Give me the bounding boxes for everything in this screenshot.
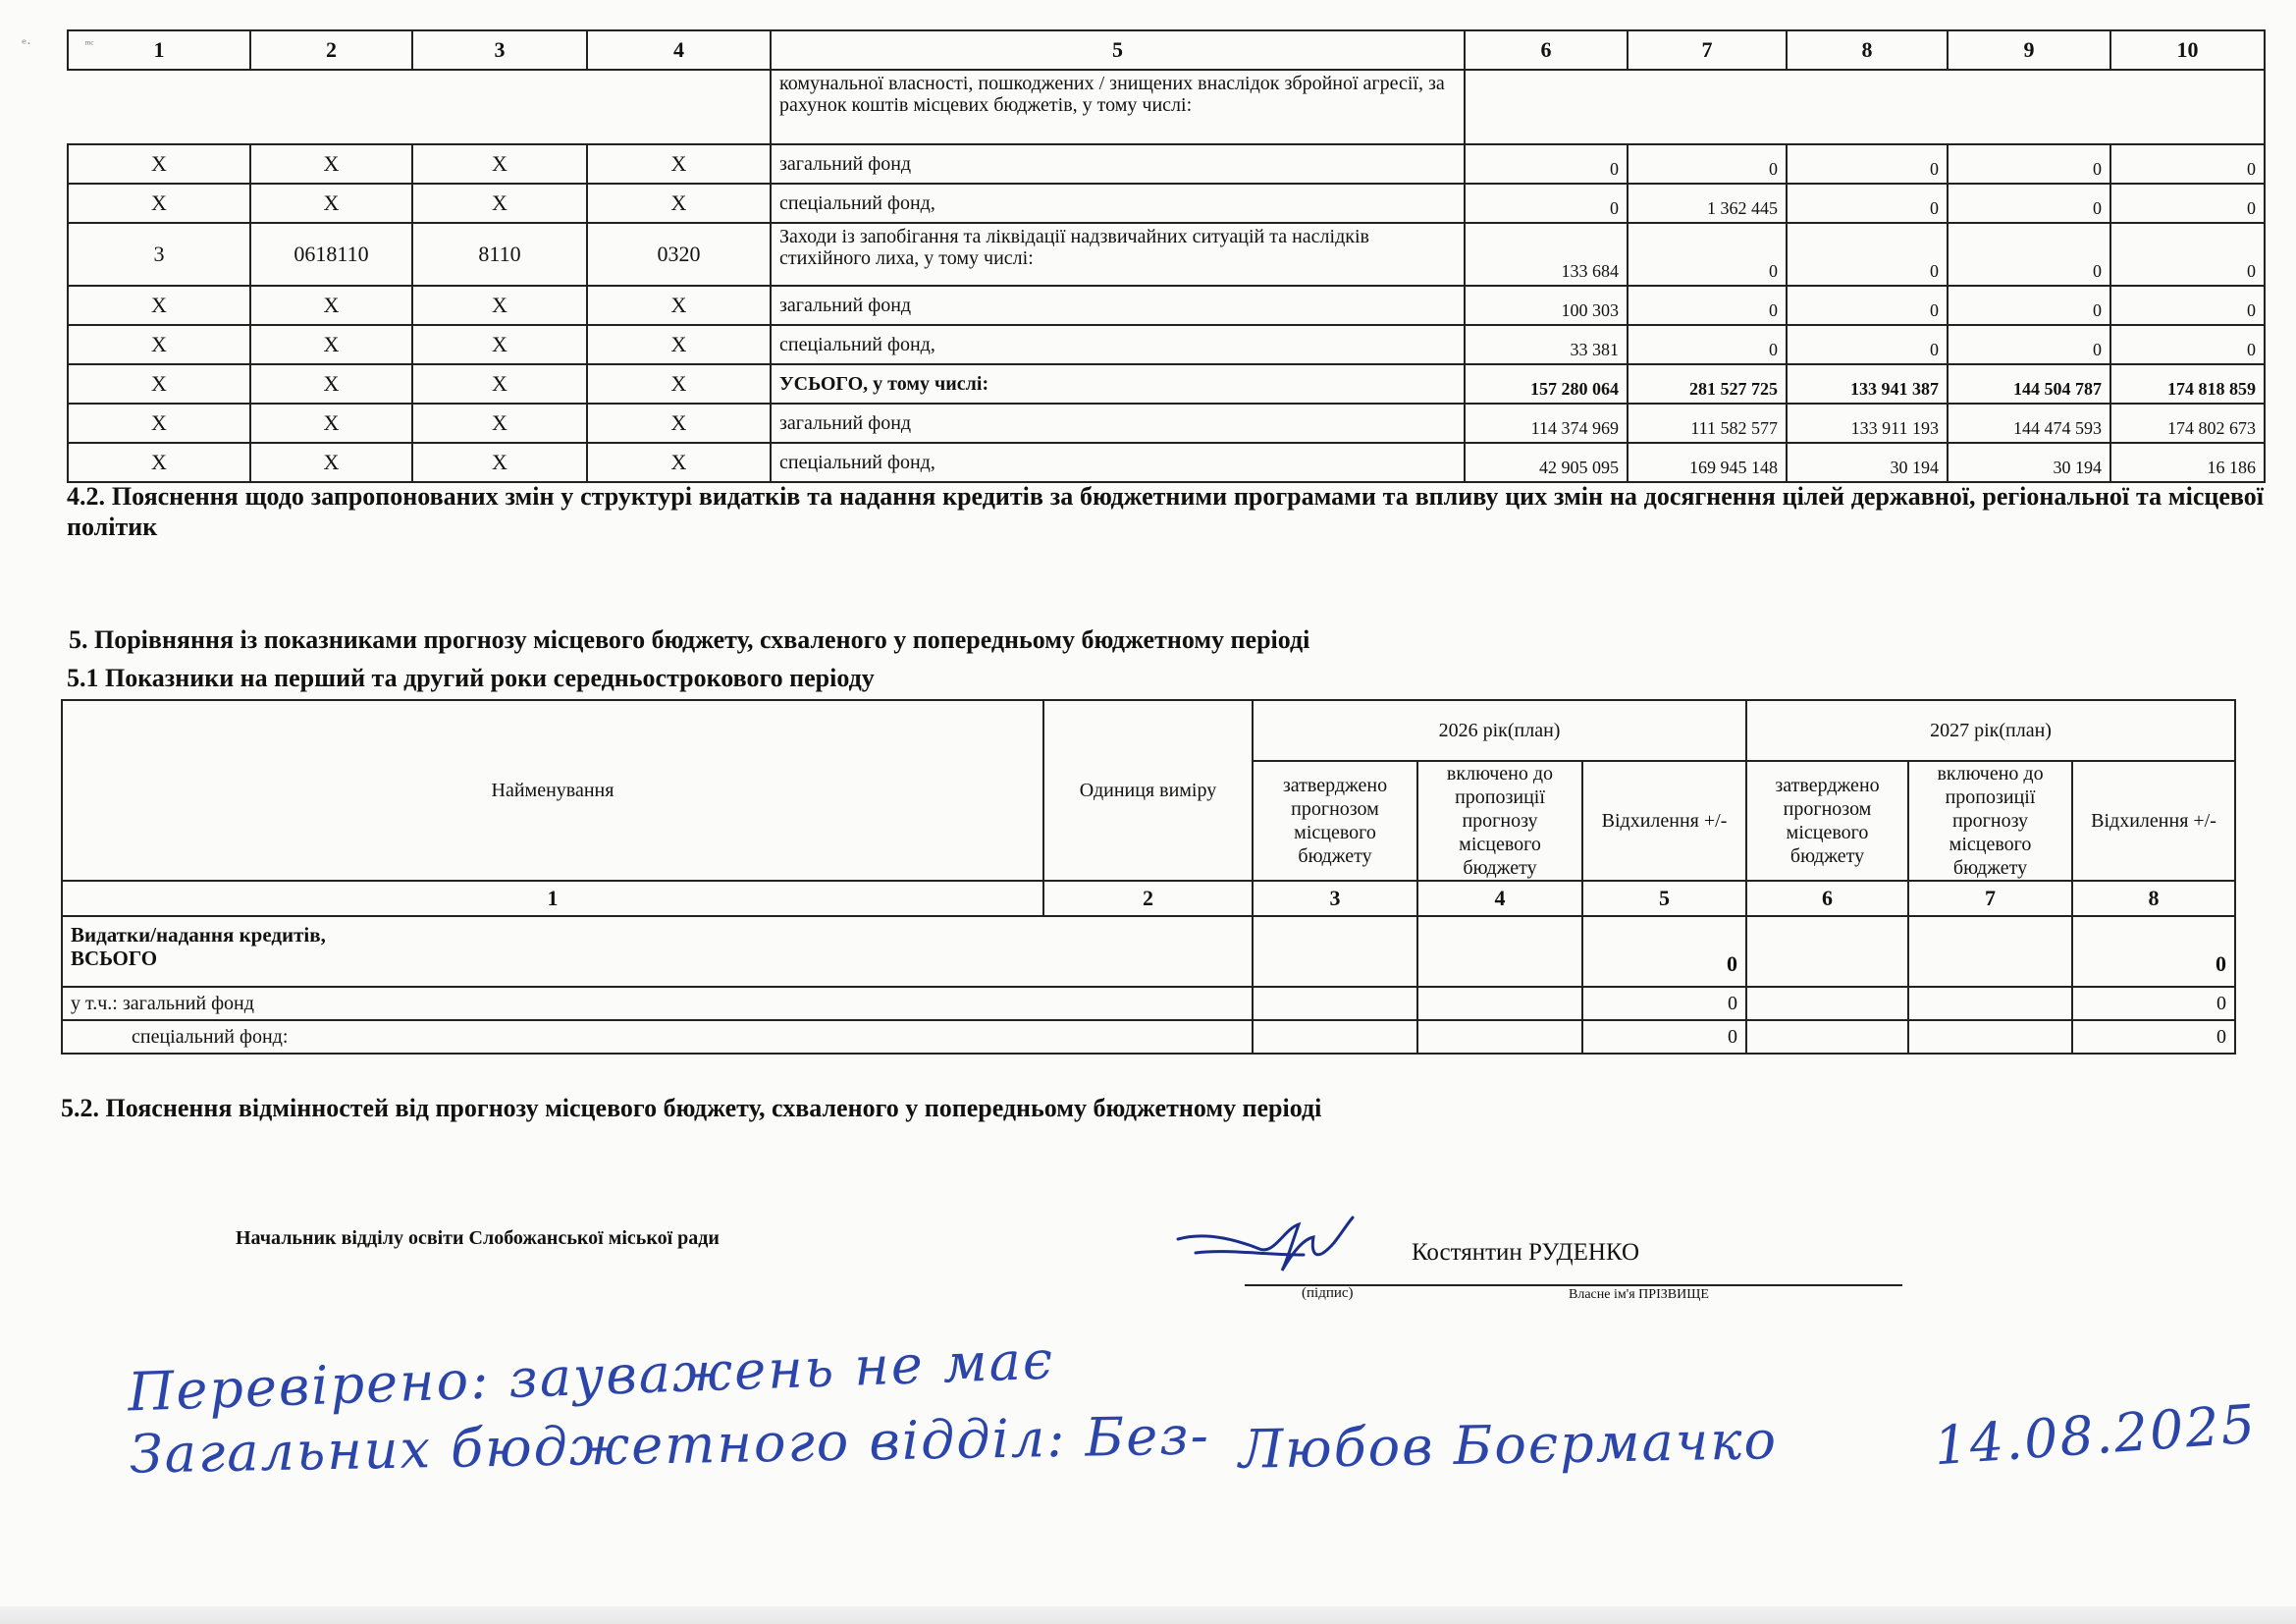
code-cell: X	[412, 404, 587, 443]
header-deviation-2026: Відхилення +/-	[1582, 761, 1746, 881]
section-5-heading: 5. Порівняння із показниками прогнозу місцевого бюджету, схваленого у попередньому бюджетному періоді	[69, 625, 1310, 654]
value-cell: 0	[2072, 1020, 2235, 1054]
empty-cell	[68, 70, 771, 144]
header-2026: 2026 рік(план)	[1253, 700, 1746, 761]
table-row-continuation	[68, 70, 2265, 144]
section-4-2-heading: 4.2. Пояснення щодо запропонованих змін у структурі видатків та надання кредитів за бюджетними програмами та впливу цих змін на досягнення цілей державної, регіональної та місцевої політик	[67, 482, 2264, 541]
amount-cell: 133 911 193	[1787, 404, 1948, 443]
section-5-2-heading: 5.2. Пояснення відмінностей від прогнозу місцевого бюджету, схваленого у попередньому бюджетному періоді	[61, 1094, 1322, 1122]
value-cell: 0	[2072, 987, 2235, 1020]
amount-cell: 144 504 787	[1948, 364, 2110, 404]
expenditure-table	[67, 29, 2266, 483]
description-cell: Заходи із запобігання та ліквідації надзвичайних ситуацій та наслідків стихійного лиха, у тому числі:	[771, 223, 1465, 286]
value-cell	[1253, 916, 1417, 987]
column-header: 6	[1465, 30, 1628, 70]
amount-cell: 0	[1628, 325, 1787, 364]
header-deviation-2027: Відхилення +/-	[2072, 761, 2235, 881]
value-cell	[1417, 916, 1582, 987]
name-caption: Власне ім'я ПРІЗВИЩЕ	[1569, 1287, 1709, 1302]
code-cell: X	[68, 286, 250, 325]
amount-cell: 0	[2110, 184, 2265, 223]
header-approved-2027: затверджено прогнозом місцевого бюджету	[1746, 761, 1908, 881]
amount-cell: 169 945 148	[1628, 443, 1787, 482]
table-header-row	[62, 700, 2235, 761]
handwritten-approval-line1: Перевірено: зауважень не має	[127, 1328, 1056, 1424]
code-cell: X	[412, 364, 587, 404]
amount-cell: 174 818 859	[2110, 364, 2265, 404]
table-row	[62, 916, 2235, 987]
handwritten-name: Любов Боєрмачко	[1238, 1409, 1779, 1481]
table-row	[68, 184, 2265, 223]
code-cell: X	[68, 443, 250, 482]
code-cell: X	[250, 364, 412, 404]
code-cell: 8110	[412, 223, 587, 286]
description-cell: загальний фонд	[771, 286, 1465, 325]
code-cell: 3	[68, 223, 250, 286]
amount-cell: 0	[1948, 286, 2110, 325]
signatory-name: Костянтин РУДЕНКО	[1412, 1239, 1639, 1266]
amount-cell: 0	[1787, 223, 1948, 286]
amount-cell: 0	[2110, 286, 2265, 325]
indicator-name: Видатки/надання кредитів, ВСЬОГО	[62, 916, 1253, 987]
description-cell: загальний фонд	[771, 404, 1465, 443]
code-cell: X	[250, 443, 412, 482]
description-cell: УСЬОГО, у тому числі:	[771, 364, 1465, 404]
description-cell: спеціальний фонд,	[771, 443, 1465, 482]
empty-cell	[1465, 70, 2265, 144]
code-cell: 0618110	[250, 223, 412, 286]
amount-cell: 42 905 095	[1465, 443, 1628, 482]
table-row	[62, 987, 2235, 1020]
code-cell: X	[68, 144, 250, 184]
code-cell: X	[412, 184, 587, 223]
page-edge-shadow	[0, 1606, 2296, 1624]
scan-mark: ᵉ·	[22, 37, 31, 52]
amount-cell: 0	[1628, 223, 1787, 286]
table-row	[68, 325, 2265, 364]
column-number: 6	[1746, 881, 1908, 916]
code-cell: X	[587, 364, 771, 404]
corner-mark: ᵐᶜ	[84, 37, 94, 51]
amount-cell: 0	[1948, 325, 2110, 364]
amount-cell: 0	[2110, 325, 2265, 364]
amount-cell: 0	[1787, 325, 1948, 364]
table-row	[68, 404, 2265, 443]
column-number: 4	[1417, 881, 1582, 916]
value-cell	[1746, 987, 1908, 1020]
description-cell: спеціальний фонд,	[771, 184, 1465, 223]
code-cell: X	[68, 364, 250, 404]
column-header: 5	[771, 30, 1465, 70]
value-cell: 0	[2072, 916, 2235, 987]
amount-cell: 174 802 673	[2110, 404, 2265, 443]
code-cell: X	[587, 443, 771, 482]
code-cell: X	[68, 184, 250, 223]
header-included-2027: включено до пропозиції прогнозу місцевого бюджету	[1908, 761, 2072, 881]
value-cell	[1417, 1020, 1582, 1054]
amount-cell: 0	[1628, 144, 1787, 184]
table-row	[68, 443, 2265, 482]
forecast-comparison-table	[61, 699, 2236, 1055]
header-name: Найменування	[62, 700, 1043, 881]
code-cell: X	[412, 144, 587, 184]
column-number: 8	[2072, 881, 2235, 916]
value-cell	[1908, 987, 2072, 1020]
code-cell: X	[250, 325, 412, 364]
value-cell: 0	[1582, 916, 1746, 987]
header-approved-2026: затверджено прогнозом місцевого бюджету	[1253, 761, 1417, 881]
code-cell: 0320	[587, 223, 771, 286]
amount-cell: 30 194	[1787, 443, 1948, 482]
signature-scribble	[1166, 1210, 1382, 1288]
value-cell	[1417, 987, 1582, 1020]
value-cell: 0	[1582, 987, 1746, 1020]
table-header-row	[68, 30, 2265, 70]
program-description: комунальної власності, пошкоджених / знищених внаслідок збройної агресії, за рахунок коштів місцевих бюджетів, у тому числі:	[771, 70, 1465, 144]
value-cell	[1253, 1020, 1417, 1054]
column-header: 10	[2110, 30, 2265, 70]
amount-cell: 157 280 064	[1465, 364, 1628, 404]
code-cell: X	[250, 404, 412, 443]
value-cell	[1908, 1020, 2072, 1054]
amount-cell: 0	[1948, 223, 2110, 286]
code-cell: X	[587, 325, 771, 364]
value-cell	[1908, 916, 2072, 987]
code-cell: X	[250, 286, 412, 325]
code-cell: X	[587, 144, 771, 184]
amount-cell: 0	[1787, 184, 1948, 223]
header-included-2026: включено до пропозиції прогнозу місцевого бюджету	[1417, 761, 1582, 881]
code-cell: X	[68, 325, 250, 364]
amount-cell: 100 303	[1465, 286, 1628, 325]
amount-cell: 114 374 969	[1465, 404, 1628, 443]
amount-cell: 0	[2110, 223, 2265, 286]
indicator-name: у т.ч.: загальний фонд	[62, 987, 1253, 1020]
code-cell: X	[587, 184, 771, 223]
column-header: 3	[412, 30, 587, 70]
code-cell: X	[412, 286, 587, 325]
code-cell: X	[587, 404, 771, 443]
amount-cell: 133 941 387	[1787, 364, 1948, 404]
header-unit: Одиниця виміру	[1043, 700, 1253, 881]
column-number: 1	[62, 881, 1043, 916]
column-header: 2	[250, 30, 412, 70]
value-cell	[1746, 1020, 1908, 1054]
column-number: 7	[1908, 881, 2072, 916]
column-header: ᵐᶜ 1	[68, 30, 250, 70]
column-header: 9	[1948, 30, 2110, 70]
amount-cell: 281 527 725	[1628, 364, 1787, 404]
amount-cell: 111 582 577	[1628, 404, 1787, 443]
table-row	[68, 364, 2265, 404]
signature-caption: (підпис)	[1302, 1285, 1354, 1301]
column-header: 8	[1787, 30, 1948, 70]
amount-cell: 144 474 593	[1948, 404, 2110, 443]
description-cell: спеціальний фонд,	[771, 325, 1465, 364]
handwritten-approval-line2: Загальних бюджетного відділ: Без-	[129, 1404, 1211, 1486]
amount-cell: 0	[1465, 184, 1628, 223]
description-cell: загальний фонд	[771, 144, 1465, 184]
amount-cell: 16 186	[2110, 443, 2265, 482]
value-cell: 0	[1582, 1020, 1746, 1054]
amount-cell: 0	[1787, 144, 1948, 184]
column-number: 3	[1253, 881, 1417, 916]
table-row	[62, 1020, 2235, 1054]
amount-cell: 133 684	[1465, 223, 1628, 286]
value-cell	[1746, 916, 1908, 987]
amount-cell: 0	[1948, 144, 2110, 184]
amount-cell: 0	[1948, 184, 2110, 223]
column-number: 2	[1043, 881, 1253, 916]
column-number: 5	[1582, 881, 1746, 916]
amount-cell: 0	[1628, 286, 1787, 325]
table-row	[68, 286, 2265, 325]
value-cell	[1253, 987, 1417, 1020]
section-5-1-heading: 5.1 Показники на перший та другий роки середньострокового періоду	[67, 664, 875, 692]
amount-cell: 0	[2110, 144, 2265, 184]
code-cell: X	[250, 184, 412, 223]
code-cell: X	[68, 404, 250, 443]
code-cell: X	[250, 144, 412, 184]
column-number-row	[62, 881, 2235, 916]
code-cell: X	[412, 325, 587, 364]
handwritten-date: 14.08.2025	[1932, 1392, 2259, 1478]
table-row	[68, 223, 2265, 286]
amount-cell: 33 381	[1465, 325, 1628, 364]
table-row	[68, 144, 2265, 184]
column-header: 7	[1628, 30, 1787, 70]
signatory-position: Начальник відділу освіти Слобожанської міської ради	[236, 1227, 720, 1249]
column-header: 4	[587, 30, 771, 70]
code-cell: X	[412, 443, 587, 482]
amount-cell: 30 194	[1948, 443, 2110, 482]
amount-cell: 0	[1787, 286, 1948, 325]
amount-cell: 1 362 445	[1628, 184, 1787, 223]
header-2027: 2027 рік(план)	[1746, 700, 2235, 761]
code-cell: X	[587, 286, 771, 325]
amount-cell: 0	[1465, 144, 1628, 184]
indicator-name: спеціальний фонд:	[62, 1020, 1253, 1054]
